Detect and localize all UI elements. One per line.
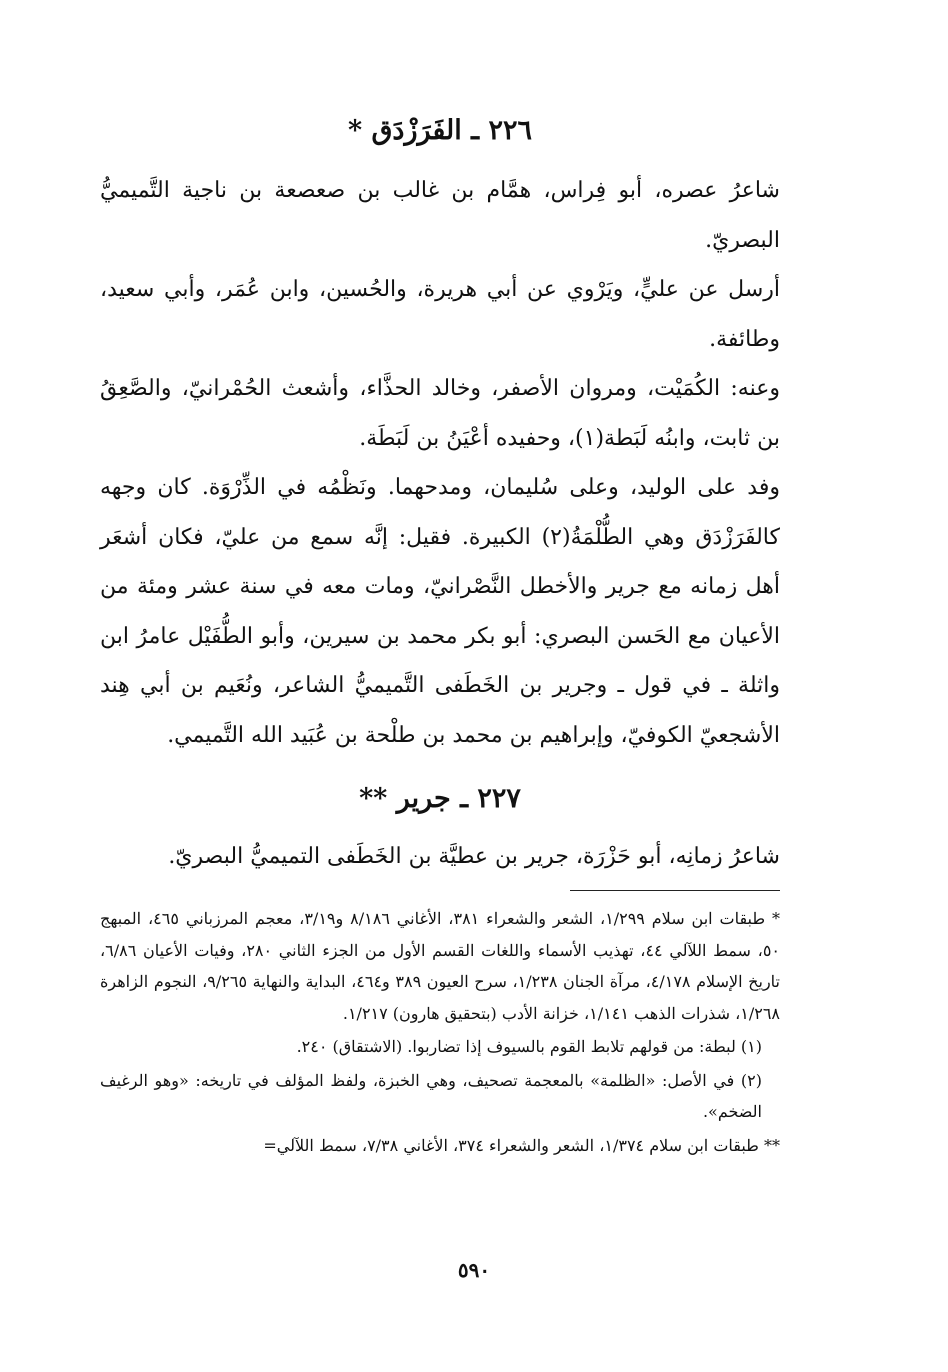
paragraph-students: وعنه: الكُمَيْت، ومروان الأصفر، وخالد الحذَّاء، وأشعث الحُمْرانيّ، والصَّعِقُ بن ثابت، وابنُه لَبَطة(١)، وحفيده أعْيَنُ بن لَبَطَة. [100,376,780,451]
footnote-divider [570,890,780,891]
paragraph-bio: شاعرُ عصره، أبو فِراس، همَّام بن غالب بن صعصعة بن ناجية التَّميميُّ البصريّ. [100,178,780,253]
paragraph-history: وفد على الوليد، وعلى سُليمان، ومدحهما. ونَظْمُه في الذِّرْوَة. كان وجهه كالفَرَزْدَق وهي الطُّلْمَةُ(٢) الكبيرة. فقيل: إنَّه سمع من عليّ، فكان أشعَر أهل زمانه مع جرير والأخطل النَّصْرانيّ، ومات معه في سنة عشر ومئة من الأعيان مع الحَسن البصري: أبو بكر محمد بن سيرين، وأبو الطُّفَيْل عامرُ ابن واثلة ـ في قول ـ وجرير بن الخَطَفى التَّميميُّ الشاعر، ونُعَيم بن أبي هِند الأشجعيّ الكوفيّ، وإبراهيم بن محمد بن طلْحة بن عُبَيد الله التَّميمي. [100,475,780,748]
footnotes [100,903,780,1163]
footnote-sources-farazdaq: * طبقات ابن سلام ١/٢٩٩، الشعر والشعراء ٣٨١، الأغاني ٨/١٨٦ و٣/١٩، معجم المرزباني ٤٦٥، المبهج ٥٠، سمط اللآلي ٤٤، تهذيب الأسماء واللغات القسم الأول من الجزء الثاني ٢٨٠، وفيات الأعيان ٦/٨٦، تاريخ الإسلام ٤/١٧٨، مرآة الجنان ١/٢٣٨، سرح العيون ٣٨٩ و٤٦٤، البداية والنهاية ٩/٢٦٥، النجوم الزاهرة ١/٢٦٨، شذرات الذهب ١/١٤١، خزانة الأدب (بتحقيق هارون) ١/٢١٧. [100,909,781,1023]
paragraph-narrations: أرسل عن عليٍّ، ويَرْوي عن أبي هريرة، والحُسين، وابن عُمَر، وأبي سعيد، وطائفة. [100,277,780,352]
entry-title-farazdaq: ٢٢٦ ـ الفَرَزْدَق * [347,115,533,146]
footnote-2: (٢) في الأصل: «الظلمة» بالمعجمة تصحيف، وهي الخبزة، ولفظ المؤلف في تاريخه: «وهو الرغيف الضخم». [100,1070,762,1121]
page-number: ٥٩٠ [457,1258,491,1282]
entry-title-jarir: ٢٢٧ ـ جرير ** [359,783,521,814]
footnote-sources-jarir: ** طبقات ابن سلام ١/٣٧٤، الشعر والشعراء ٣٧٤، الأغاني ٧/٣٨، سمط اللآلي= [263,1135,780,1155]
footnote-1: (١) لبطة: من قولهم تلابط القوم بالسيوف إذا تضاربوا. (الاشتقاق) ٢٤٠. [296,1037,762,1056]
main-text [100,108,780,882]
paragraph-jarir-bio: شاعرُ زمانِه، أبو حَزْرَة، جرير بن عطيَّة بن الخَطَفى التميميُّ البصريّ. [168,844,780,869]
